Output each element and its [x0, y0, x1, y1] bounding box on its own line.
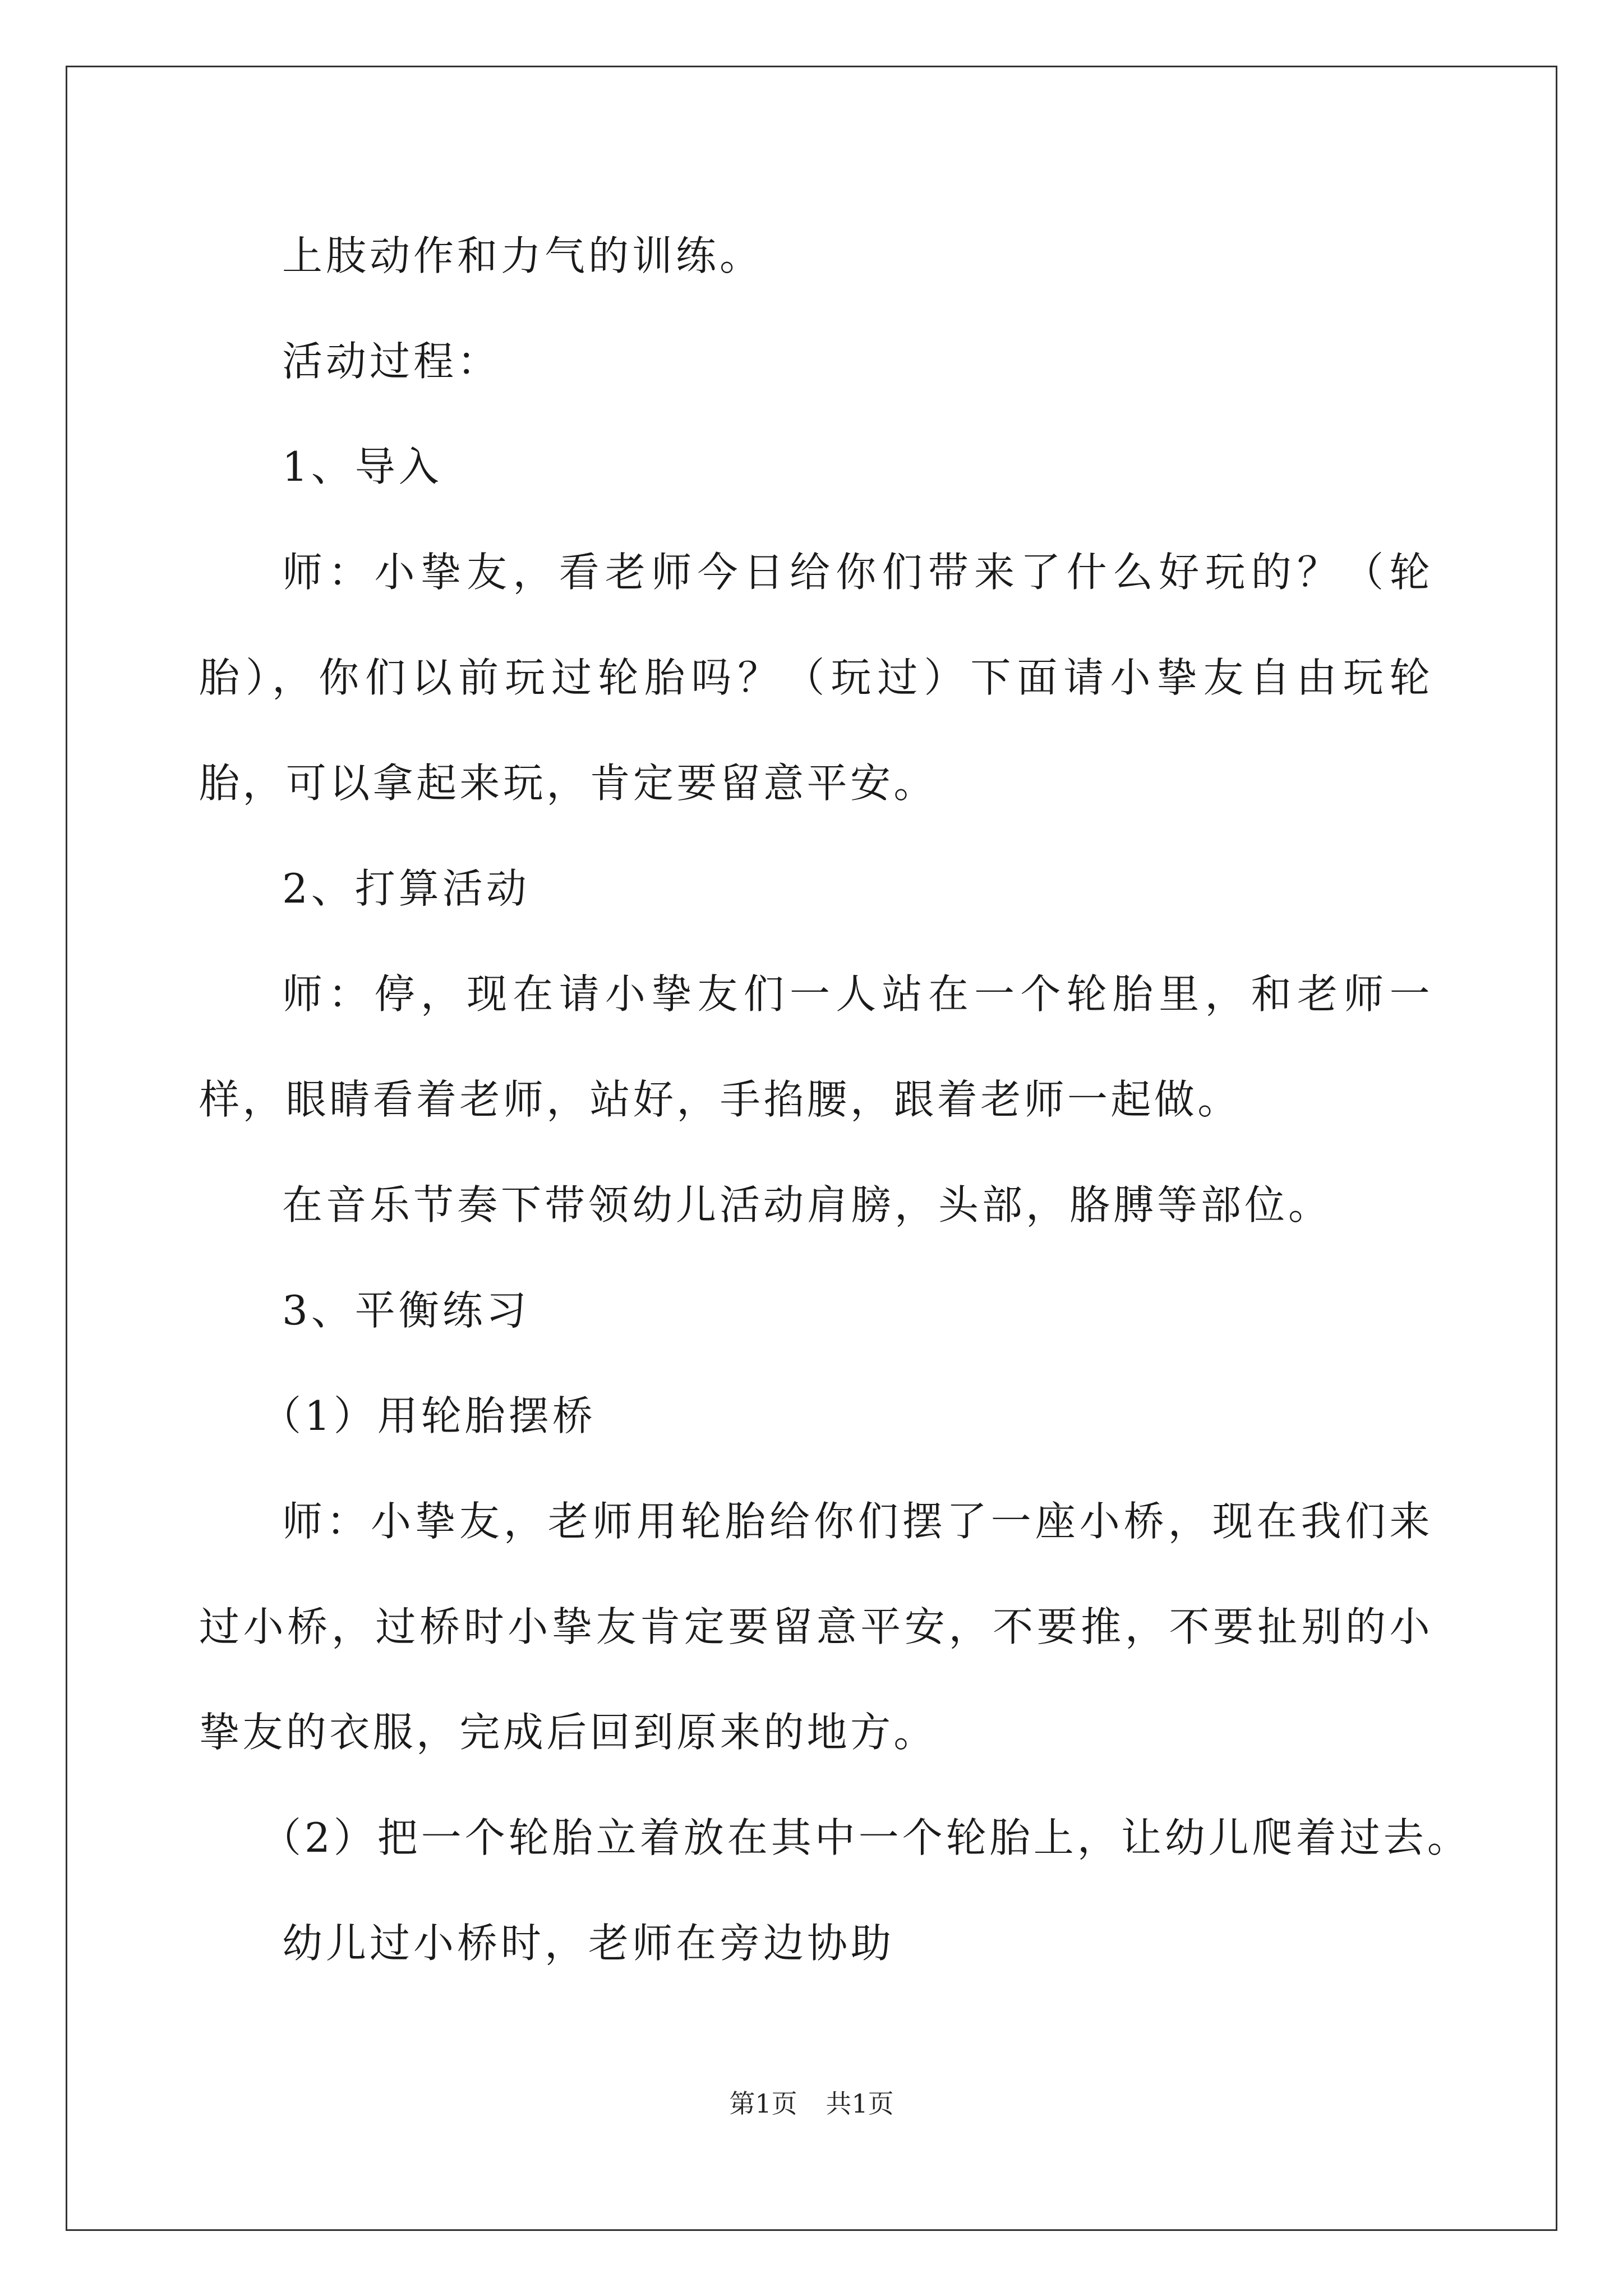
paragraph-8: 3、平衡练习: [282, 1287, 530, 1334]
page-footer: [0, 2087, 1623, 2120]
page-number: 第1页: [729, 2088, 797, 2119]
paragraph-7: 在音乐节奏下带领幼儿活动肩膀，头部，胳膊等部位。: [282, 1181, 1332, 1228]
page-count: 共1页: [826, 2088, 894, 2119]
paragraph-12: 幼儿过小桥时，老师在旁边协助: [282, 1920, 895, 1967]
paragraph-9: （1）用轮胎摆桥: [261, 1392, 596, 1439]
paragraph-2: 活动过程：: [282, 338, 501, 385]
paragraph-4: 师：小挚友，看老师今日给你们带来了什么好玩的？（轮胎），你们以前玩过轮胎吗？（玩过）下面请小挚友自由玩轮胎，可以拿起来玩，肯定要留意平安。: [199, 549, 1433, 807]
paragraph-10: 师：小挚友，老师用轮胎给你们摆了一座小桥，现在我们来过小桥，过桥时小挚友肯定要留意平安，不要推，不要扯别的小挚友的衣服，完成后回到原来的地方。: [199, 1498, 1433, 1756]
paragraph-5: 2、打算活动: [282, 865, 530, 912]
paragraph-1: 上肢动作和力气的训练。: [282, 232, 764, 279]
paragraph-3: 1、导入: [282, 443, 442, 490]
paragraph-11: （2）把一个轮胎立着放在其中一个轮胎上，让幼儿爬着过去。: [261, 1814, 1471, 1861]
paragraph-6: 师：停，现在请小挚友们一人站在一个轮胎里，和老师一样，眼睛看着老师，站好，手掐腰，跟着老师一起做。: [199, 970, 1433, 1123]
